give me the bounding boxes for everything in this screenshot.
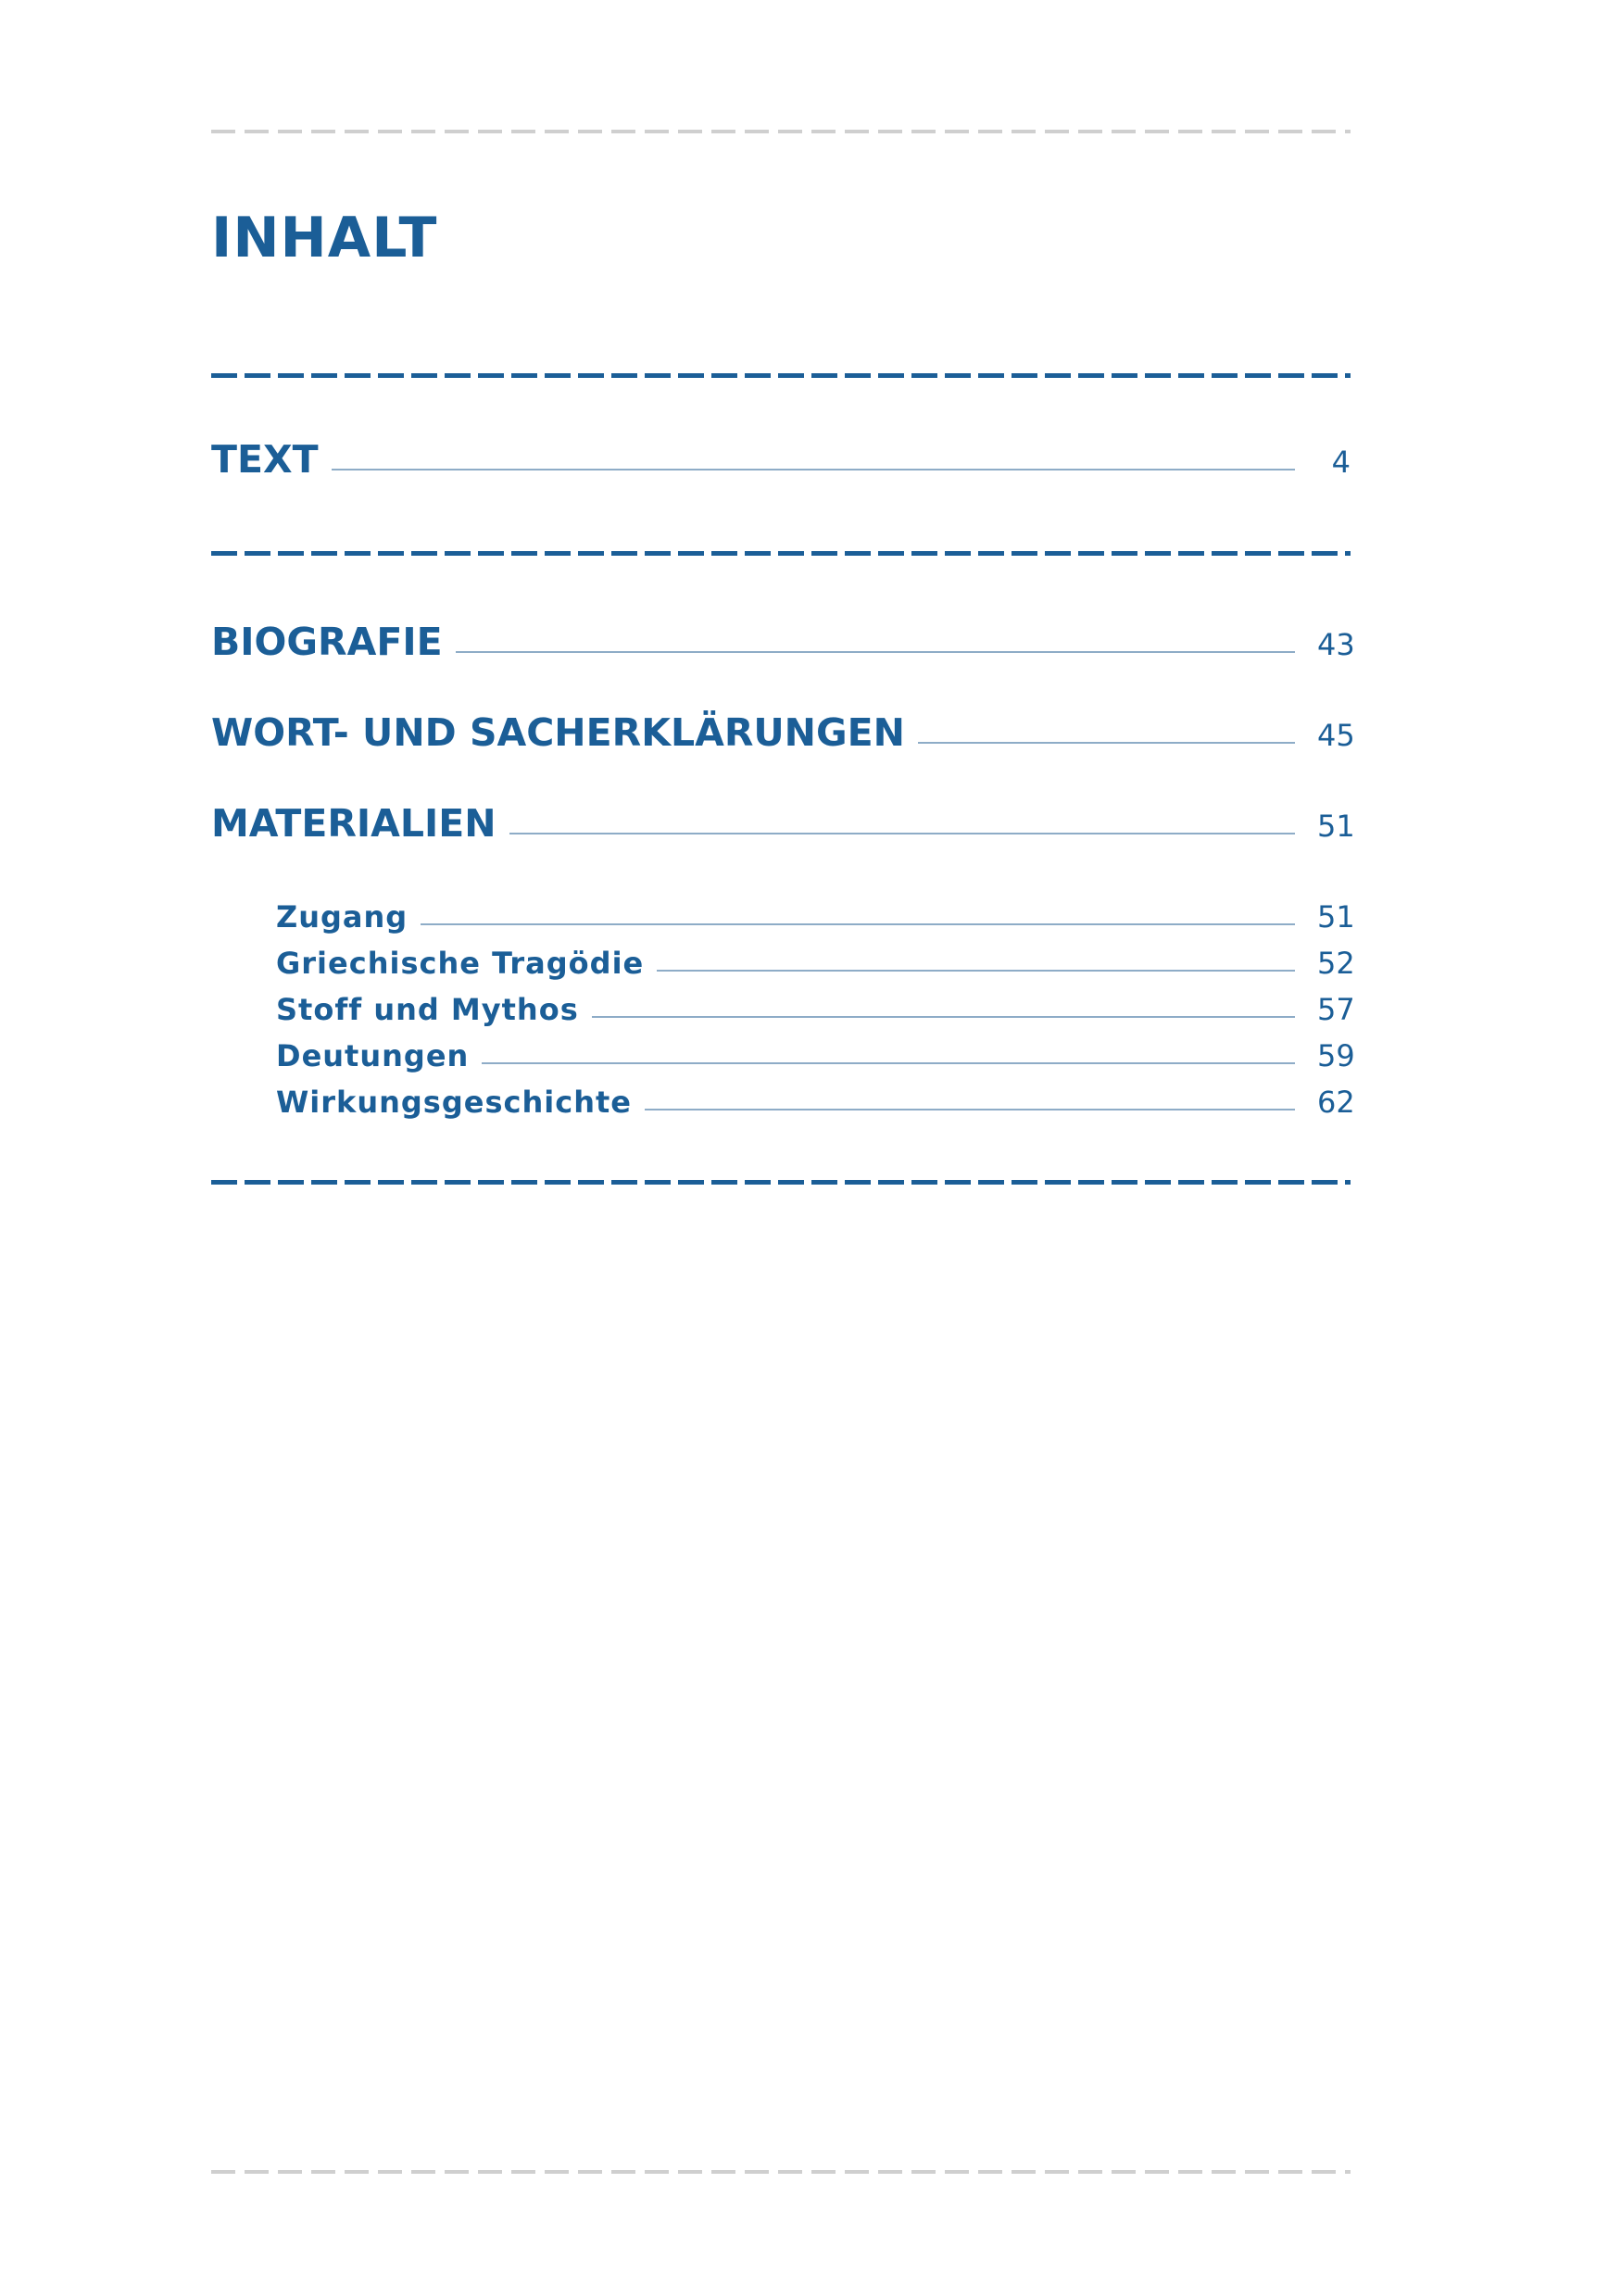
toc-leader-line — [918, 742, 1295, 744]
section-divider-1 — [211, 373, 1351, 378]
toc-subentry-label: Zugang — [276, 899, 408, 935]
toc-entry-text[interactable] — [211, 433, 1351, 485]
toc-subentry-wirkungsgeschichte[interactable] — [276, 1082, 1355, 1123]
toc-page-number: 62 — [1317, 1085, 1355, 1120]
toc-page-number: 59 — [1317, 1038, 1355, 1073]
toc-leader-line — [645, 1109, 1295, 1110]
bottom-dashed-rule — [211, 2170, 1351, 2174]
toc-entry-label: BIOGRAFIE — [211, 620, 443, 664]
toc-leader-line — [592, 1016, 1295, 1018]
toc-subentry-griechische-tragoedie[interactable] — [276, 943, 1355, 984]
toc-subentry-label: Griechische Tragödie — [276, 946, 645, 981]
toc-page-number: 51 — [1317, 809, 1355, 844]
toc-entry-label: MATERIALIEN — [211, 801, 496, 846]
toc-entry-label: WORT- UND SACHERKLÄRUNGEN — [211, 710, 905, 755]
toc-page-number: 4 — [1331, 445, 1351, 480]
toc-subentry-zugang[interactable] — [276, 897, 1355, 937]
section-divider-2 — [211, 551, 1351, 556]
toc-page-number: 43 — [1317, 627, 1355, 662]
toc-subentry-label: Wirkungsgeschichte — [276, 1085, 632, 1120]
toc-leader-line — [657, 970, 1295, 972]
toc-entry-biografie[interactable] — [211, 616, 1355, 668]
toc-subentry-label: Deutungen — [276, 1038, 470, 1073]
page-title: INHALT — [211, 206, 438, 270]
toc-leader-line — [509, 833, 1295, 834]
toc-subentry-stoff-und-mythos[interactable] — [276, 989, 1355, 1030]
toc-leader-line — [421, 923, 1295, 925]
toc-page-number: 51 — [1317, 899, 1355, 935]
top-dashed-rule — [211, 130, 1351, 133]
toc-page-number: 57 — [1317, 992, 1355, 1027]
toc-page-number: 52 — [1317, 946, 1355, 981]
toc-entry-wort-und-sacherklaerungen[interactable] — [211, 707, 1355, 759]
toc-leader-line — [456, 651, 1295, 653]
toc-entry-label: TEXT — [211, 437, 319, 482]
toc-subentry-deutungen[interactable] — [276, 1035, 1355, 1076]
toc-subentry-label: Stoff und Mythos — [276, 992, 579, 1027]
toc-entry-materialien[interactable] — [211, 797, 1355, 849]
toc-page-number: 45 — [1317, 718, 1355, 753]
toc-leader-line — [482, 1062, 1295, 1064]
toc-leader-line — [332, 469, 1295, 470]
section-divider-3 — [211, 1180, 1351, 1185]
